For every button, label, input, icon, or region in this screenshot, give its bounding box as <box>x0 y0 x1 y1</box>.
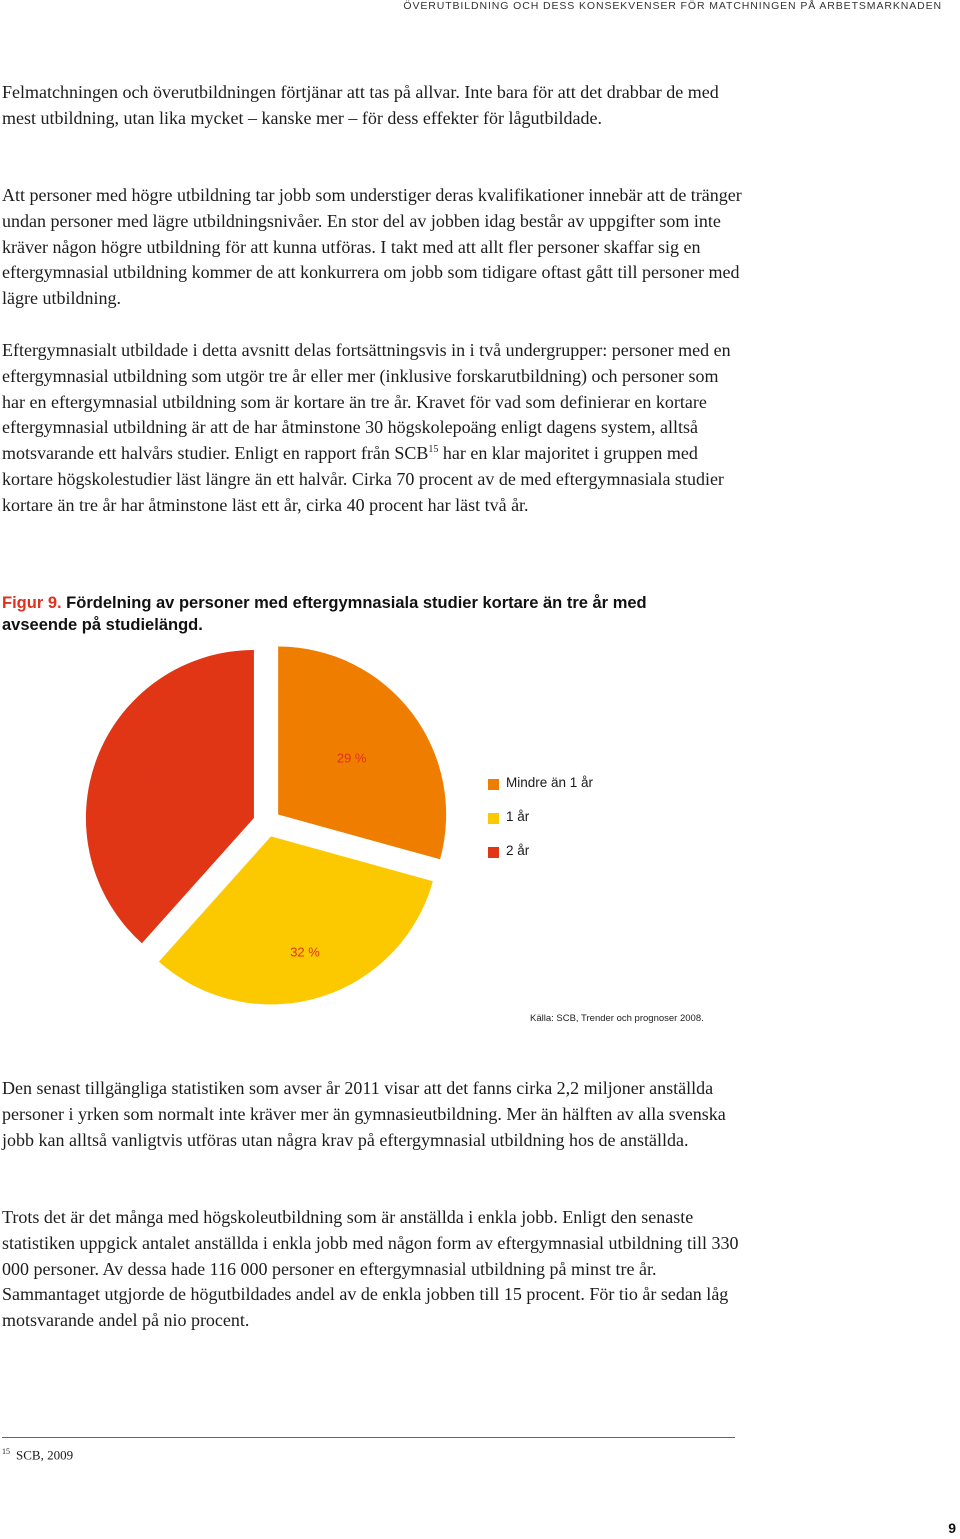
footnote-mark: 15 <box>2 1447 10 1456</box>
pie-chart <box>60 640 480 1010</box>
legend-item-mindre-an-1-ar <box>488 775 593 809</box>
footnote-text: SCB, 2009 <box>16 1447 74 1463</box>
figure-caption: Fördelning av personer med eftergymnasiala studier kortare än tre år med avseende på studielängd. <box>2 594 647 634</box>
paragraph-2: Att personer med högre utbildning tar jobb som understiger deras kvalifikationer innebär att de tränger undan personer med lägre utbildningsnivåer. En stor del av jobben idag består av uppgifter som inte kräver någon högre utbildning för att kunna utföras. I takt med att allt fler personer skaffar sig en eftergymnasial utbildning kommer de att konkurrera om jobb som tidigare oftast gått till personer med lägre utbildning. <box>2 185 742 309</box>
legend-label: Mindre än 1 år <box>506 775 594 790</box>
legend-swatch <box>488 847 499 858</box>
page-number: 9 <box>948 1520 956 1536</box>
legend-item-2-ar <box>488 843 593 877</box>
legend-swatch <box>488 813 499 824</box>
footnote <box>2 1443 73 1464</box>
legend-label: 2 år <box>506 843 530 858</box>
figure-title <box>2 592 722 636</box>
chart-source: Källa: SCB, Trender och prognoser 2008. <box>530 1013 704 1024</box>
paragraph-3-part-a: Eftergymnasialt utbildade i detta avsnitt delas fortsättningsvis in i två undergrupper: personer med en eftergymnasial utbildning som utgör tre år eller mer (inklusive forskarutbildning) och personer som har en eftergymnasial utbildning som är kortare än tre år. Kravet för vad som definierar en kortare eftergymnasial utbildning är att de har åtminstone 30 högskolepoäng enligt dagens system, alltså motsvarande ett halvårs studier. Enligt en rapport från SCB <box>2 340 731 464</box>
pie-label-2: 32 % <box>290 944 320 960</box>
paragraph-3-part-b: har en klar majoritet i gruppen med kortare högskolestudier läst längre än ett halvår. Cirka 70 procent av de med eftergymnasiala studier kortare än tre år har åtminstone läst ett år, cirka 40 procent har läst två år. <box>2 443 724 515</box>
footnote-ref[interactable]: 15 <box>428 444 439 456</box>
legend-swatch <box>488 779 499 790</box>
figure-number: Figur 9. <box>2 594 62 612</box>
paragraph-3 <box>2 338 742 519</box>
running-header: ÖVERUTBILDNING OCH DESS KONSEKVENSER FÖR MATCHNINGEN PÅ ARBETSMARKNADEN <box>403 0 942 12</box>
legend-item-1-ar <box>488 809 593 843</box>
pie-label-3: 38 % <box>144 774 175 790</box>
legend-label: 1 år <box>506 809 530 824</box>
paragraph-4: Den senast tillgängliga statistiken som avser år 2011 visar att det fanns cirka 2,2 miljoner anställda personer i yrken som normalt inte kräver mer än gymnasieutbildning. Mer än hälften av alla svenska jobb kan alltså vanligtvis utföras utan några krav på eftergymnasial utbildning hos de anställda. <box>2 1078 726 1150</box>
footnote-divider <box>2 1437 735 1438</box>
chart-legend <box>488 775 593 877</box>
pie-label-1: 29 % <box>336 750 367 766</box>
paragraph-1: Felmatchningen och överutbildningen förtjänar att tas på allvar. Inte bara för att det drabbar de med mest utbildning, utan lika mycket – kanske mer – för dess effekter för lågutbildade. <box>2 82 719 128</box>
paragraph-5: Trots det är det många med högskoleutbildning som är anställda i enkla jobb. Enligt den senaste statistiken uppgick antalet anställda i enkla jobb med någon form av eftergymnasial utbildning till 330 000 personer. Av dessa hade 116 000 personer en eftergymnasial utbildning på minst tre år. Sammantaget utgjorde de högutbildades andel av de enkla jobben till 15 procent. För tio år sedan låg motsvarande andel på nio procent. <box>2 1207 739 1331</box>
